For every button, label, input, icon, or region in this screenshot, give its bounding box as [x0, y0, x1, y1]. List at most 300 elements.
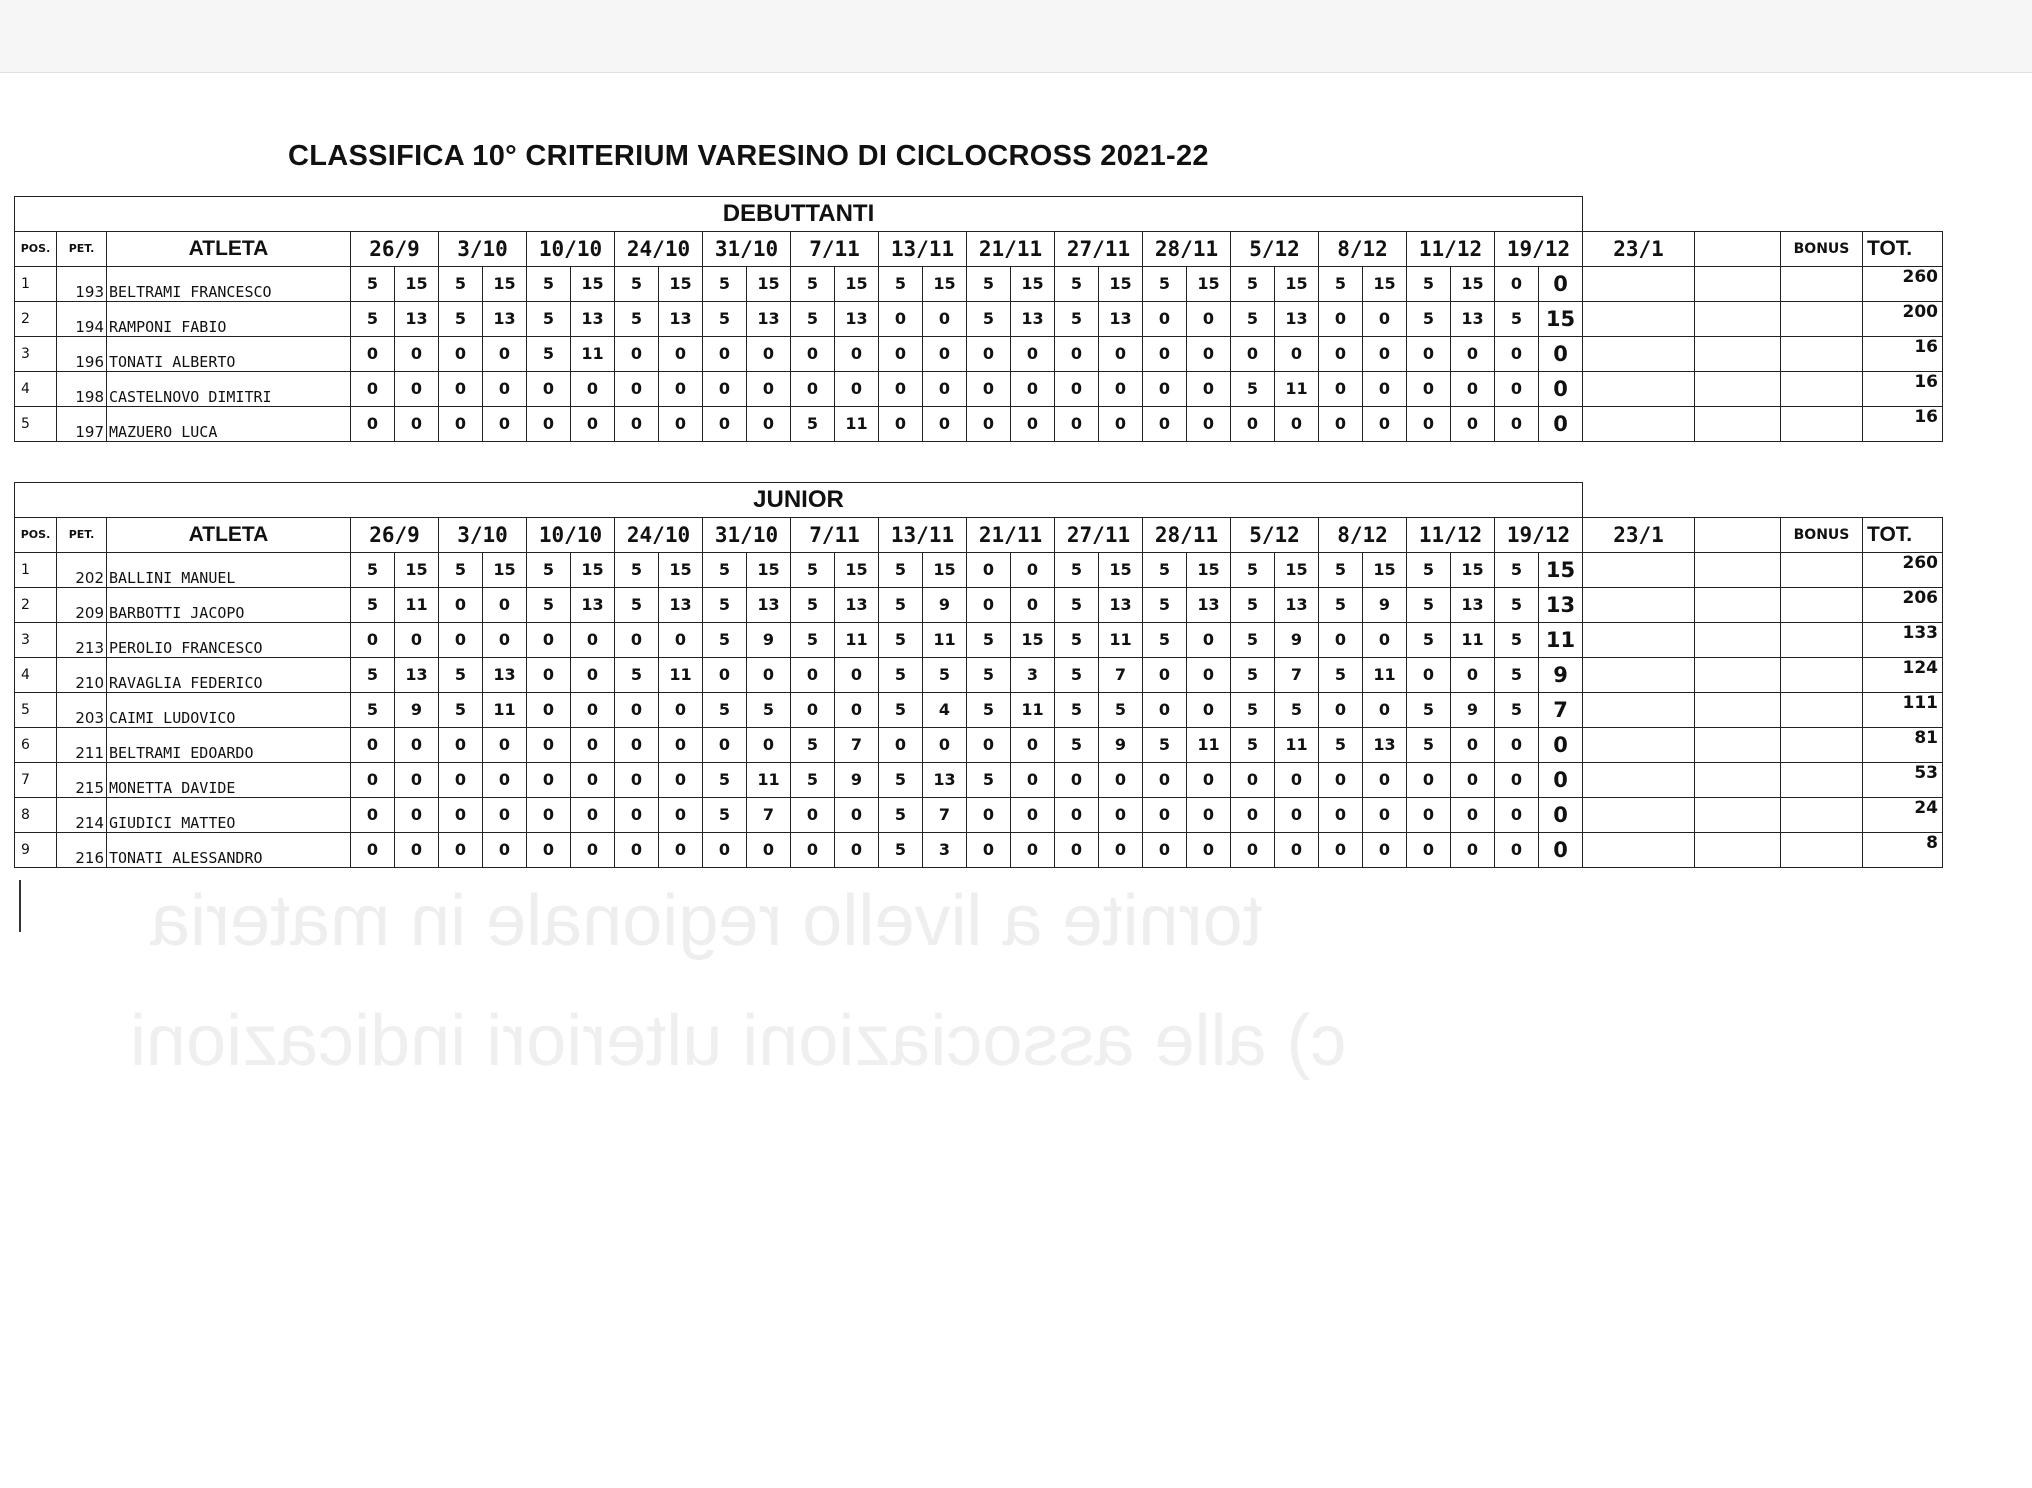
score-cell: 0 — [1187, 301, 1231, 336]
extra-date-cell — [1583, 727, 1695, 762]
score-cell: 15 — [1099, 552, 1143, 587]
score-cell: 0 — [571, 371, 615, 406]
row-atleta: BELTRAMI EDOARDO — [107, 727, 351, 762]
score-cell: 0 — [1143, 692, 1187, 727]
extra-date-cell — [1583, 406, 1695, 441]
row-atleta: TONATI ALESSANDRO — [107, 832, 351, 867]
score-cell: 0 — [1143, 797, 1187, 832]
blank-cell — [1695, 727, 1781, 762]
score-cell: 13 — [1451, 587, 1495, 622]
score-cell: 15 — [1099, 266, 1143, 301]
score-cell: 5 — [1407, 622, 1451, 657]
score-cell: 5 — [1407, 552, 1451, 587]
score-cell: 0 — [1363, 832, 1407, 867]
score-cell: 0 — [1407, 406, 1451, 441]
score-cell: 0 — [351, 406, 395, 441]
row-atleta: RAVAGLIA FEDERICO — [107, 657, 351, 692]
score-cell: 13 — [1011, 301, 1055, 336]
bonus-cell — [1781, 657, 1863, 692]
score-cell: 5 — [879, 832, 923, 867]
row-pos: 3 — [15, 336, 57, 371]
score-cell: 0 — [1319, 406, 1363, 441]
score-cell: 0 — [659, 797, 703, 832]
score-cell: 0 — [1407, 762, 1451, 797]
header-date: 11/12 — [1407, 231, 1495, 266]
score-cell: 0 — [1495, 406, 1539, 441]
score-cell: 0 — [395, 797, 439, 832]
row-pet: 210 — [57, 657, 107, 692]
bonus-cell — [1781, 762, 1863, 797]
score-cell: 0 — [967, 832, 1011, 867]
row-pos: 9 — [15, 832, 57, 867]
score-cell: 5 — [351, 692, 395, 727]
score-cell: 0 — [1231, 406, 1275, 441]
score-cell: 0 — [1055, 762, 1099, 797]
score-cell: 0 — [835, 371, 879, 406]
score-cell: 5 — [439, 301, 483, 336]
score-cell: 15 — [747, 552, 791, 587]
score-cell: 0 — [1319, 832, 1363, 867]
score-cell: 0 — [351, 371, 395, 406]
score-cell: 0 — [395, 622, 439, 657]
score-cell: 5 — [791, 552, 835, 587]
score-cell: 9 — [395, 692, 439, 727]
score-cell: 5 — [703, 692, 747, 727]
score-cell: 13 — [747, 587, 791, 622]
score-cell: 0 — [747, 832, 791, 867]
score-cell: 5 — [1231, 692, 1275, 727]
table-row — [15, 587, 1943, 622]
score-cell: 5 — [615, 552, 659, 587]
score-cell: 5 — [1231, 371, 1275, 406]
score-cell: 15 — [1011, 266, 1055, 301]
score-cell: 5 — [1319, 587, 1363, 622]
score-cell: 0 — [527, 657, 571, 692]
score-cell: 0 — [1187, 762, 1231, 797]
score-cell: 5 — [1319, 266, 1363, 301]
blank-cell — [1695, 552, 1781, 587]
score-cell: 5 — [879, 622, 923, 657]
score-cell: 11 — [395, 587, 439, 622]
row-atleta: TONATI ALBERTO — [107, 336, 351, 371]
score-cell: 0 — [571, 692, 615, 727]
score-cell: 0 — [835, 832, 879, 867]
score-cell: 0 — [1363, 336, 1407, 371]
row-tot: 53 — [1863, 762, 1943, 797]
score-cell: 0 — [439, 762, 483, 797]
score-cell: 5 — [879, 657, 923, 692]
score-cell: 5 — [527, 336, 571, 371]
bonus-cell — [1781, 552, 1863, 587]
score-cell: 0 — [615, 727, 659, 762]
score-cell: 0 — [703, 832, 747, 867]
blank-cell — [1695, 406, 1781, 441]
score-cell: 9 — [1539, 657, 1583, 692]
score-cell: 5 — [967, 657, 1011, 692]
score-cell: 11 — [923, 622, 967, 657]
score-cell: 0 — [659, 371, 703, 406]
score-cell: 15 — [1539, 301, 1583, 336]
score-cell: 15 — [483, 266, 527, 301]
score-cell: 0 — [1495, 266, 1539, 301]
score-cell: 5 — [1407, 301, 1451, 336]
score-cell: 5 — [1055, 266, 1099, 301]
header-date: 3/10 — [439, 231, 527, 266]
score-cell: 11 — [835, 406, 879, 441]
score-cell: 0 — [439, 832, 483, 867]
score-cell: 0 — [967, 587, 1011, 622]
score-cell: 13 — [659, 587, 703, 622]
score-cell: 5 — [879, 266, 923, 301]
score-cell: 0 — [395, 336, 439, 371]
row-tot: 111 — [1863, 692, 1943, 727]
score-cell: 0 — [967, 371, 1011, 406]
score-cell: 0 — [1055, 336, 1099, 371]
extra-date-cell — [1583, 797, 1695, 832]
row-pet: 211 — [57, 727, 107, 762]
score-cell: 5 — [439, 552, 483, 587]
score-cell: 5 — [791, 301, 835, 336]
blank-cell — [1695, 336, 1781, 371]
score-cell: 0 — [1011, 762, 1055, 797]
standings-table-debuttanti — [14, 196, 1943, 442]
header-date: 5/12 — [1231, 231, 1319, 266]
score-cell: 11 — [1539, 622, 1583, 657]
score-cell: 5 — [1055, 657, 1099, 692]
score-cell: 5 — [703, 587, 747, 622]
row-tot: 124 — [1863, 657, 1943, 692]
score-cell: 5 — [879, 552, 923, 587]
header-date: 24/10 — [615, 231, 703, 266]
score-cell: 0 — [747, 727, 791, 762]
score-cell: 0 — [1319, 797, 1363, 832]
score-cell: 0 — [1143, 406, 1187, 441]
header-date: 5/12 — [1231, 517, 1319, 552]
row-atleta: BELTRAMI FRANCESCO — [107, 266, 351, 301]
score-cell: 0 — [923, 301, 967, 336]
header-row — [15, 231, 1943, 266]
score-cell: 5 — [703, 266, 747, 301]
score-cell: 0 — [1451, 727, 1495, 762]
score-cell: 0 — [571, 727, 615, 762]
header-bonus: BONUS — [1781, 231, 1863, 266]
score-cell: 0 — [351, 797, 395, 832]
score-cell: 0 — [1231, 832, 1275, 867]
score-cell: 0 — [1099, 336, 1143, 371]
score-cell: 0 — [747, 371, 791, 406]
score-cell: 9 — [835, 762, 879, 797]
score-cell: 13 — [1275, 301, 1319, 336]
score-cell: 0 — [1319, 622, 1363, 657]
score-cell: 0 — [967, 797, 1011, 832]
score-cell: 0 — [439, 336, 483, 371]
score-cell: 13 — [1187, 587, 1231, 622]
score-cell: 0 — [923, 727, 967, 762]
score-cell: 13 — [923, 762, 967, 797]
score-cell: 9 — [923, 587, 967, 622]
score-cell: 5 — [1495, 552, 1539, 587]
row-pet: 213 — [57, 622, 107, 657]
score-cell: 0 — [1231, 797, 1275, 832]
extra-date-cell — [1583, 587, 1695, 622]
table-row — [15, 371, 1943, 406]
score-cell: 0 — [1055, 406, 1099, 441]
header-date: 11/12 — [1407, 517, 1495, 552]
blank-area — [1583, 483, 1943, 518]
score-cell: 13 — [571, 301, 615, 336]
row-tot: 200 — [1863, 301, 1943, 336]
table-row — [15, 622, 1943, 657]
score-cell: 0 — [395, 762, 439, 797]
bonus-cell — [1781, 797, 1863, 832]
score-cell: 0 — [1187, 622, 1231, 657]
score-cell: 5 — [1055, 692, 1099, 727]
page-title: CLASSIFICA 10° CRITERIUM VARESINO DI CICLOCROSS 2021-22 — [288, 140, 1209, 172]
score-cell: 0 — [483, 587, 527, 622]
score-cell: 7 — [1275, 657, 1319, 692]
bonus-cell — [1781, 371, 1863, 406]
extra-date-cell — [1583, 336, 1695, 371]
score-cell: 0 — [1451, 371, 1495, 406]
score-cell: 9 — [1363, 587, 1407, 622]
extra-date-cell — [1583, 266, 1695, 301]
score-cell: 0 — [1319, 762, 1363, 797]
score-cell: 0 — [1011, 832, 1055, 867]
score-cell: 15 — [1011, 622, 1055, 657]
score-cell: 0 — [527, 797, 571, 832]
score-cell: 0 — [1055, 832, 1099, 867]
score-cell: 0 — [483, 371, 527, 406]
score-cell: 5 — [791, 762, 835, 797]
score-cell: 0 — [1011, 552, 1055, 587]
score-cell: 5 — [967, 266, 1011, 301]
score-cell: 0 — [1187, 371, 1231, 406]
score-cell: 15 — [835, 552, 879, 587]
score-cell: 0 — [351, 727, 395, 762]
bleed-through-text: tornite a livello regionale in materia — [150, 881, 1263, 961]
score-cell: 0 — [1539, 797, 1583, 832]
score-cell: 0 — [1275, 336, 1319, 371]
score-cell: 0 — [703, 371, 747, 406]
header-bonus: BONUS — [1781, 517, 1863, 552]
row-pos: 6 — [15, 727, 57, 762]
header-date: 21/11 — [967, 231, 1055, 266]
score-cell: 5 — [1055, 727, 1099, 762]
score-cell: 0 — [1539, 336, 1583, 371]
score-cell: 15 — [659, 552, 703, 587]
score-cell: 0 — [1099, 762, 1143, 797]
score-cell: 0 — [483, 832, 527, 867]
score-cell: 5 — [703, 622, 747, 657]
score-cell: 0 — [967, 727, 1011, 762]
table-row — [15, 797, 1943, 832]
score-cell: 0 — [527, 622, 571, 657]
row-tot: 16 — [1863, 336, 1943, 371]
score-cell: 0 — [1319, 371, 1363, 406]
score-cell: 0 — [1055, 371, 1099, 406]
score-cell: 0 — [1143, 371, 1187, 406]
blank-cell — [1695, 657, 1781, 692]
score-cell: 0 — [527, 727, 571, 762]
header-date: 31/10 — [703, 231, 791, 266]
score-cell: 0 — [1539, 727, 1583, 762]
score-cell: 5 — [703, 797, 747, 832]
score-cell: 15 — [571, 266, 615, 301]
score-cell: 5 — [967, 301, 1011, 336]
score-cell: 13 — [1099, 301, 1143, 336]
score-cell: 15 — [483, 552, 527, 587]
score-cell: 0 — [483, 762, 527, 797]
header-date: 28/11 — [1143, 231, 1231, 266]
score-cell: 11 — [571, 336, 615, 371]
score-cell: 5 — [1319, 552, 1363, 587]
score-cell: 5 — [703, 301, 747, 336]
row-atleta: MAZUERO LUCA — [107, 406, 351, 441]
bonus-cell — [1781, 266, 1863, 301]
score-cell: 15 — [835, 266, 879, 301]
score-cell: 0 — [879, 301, 923, 336]
score-cell: 0 — [923, 371, 967, 406]
score-cell: 0 — [703, 727, 747, 762]
row-pet: 203 — [57, 692, 107, 727]
blank-cell — [1695, 832, 1781, 867]
category-row — [15, 483, 1943, 518]
row-pet: 194 — [57, 301, 107, 336]
score-cell: 5 — [1055, 587, 1099, 622]
score-cell: 5 — [791, 727, 835, 762]
score-cell: 0 — [615, 336, 659, 371]
score-cell: 0 — [615, 762, 659, 797]
extra-date-cell — [1583, 371, 1695, 406]
score-cell: 0 — [1099, 371, 1143, 406]
score-cell: 13 — [1363, 727, 1407, 762]
header-blank — [1695, 517, 1781, 552]
score-cell: 0 — [1275, 406, 1319, 441]
score-cell: 0 — [395, 406, 439, 441]
score-cell: 0 — [1187, 336, 1231, 371]
row-pos: 5 — [15, 692, 57, 727]
score-cell: 5 — [967, 762, 1011, 797]
blank-cell — [1695, 762, 1781, 797]
score-cell: 15 — [1187, 266, 1231, 301]
score-cell: 0 — [835, 692, 879, 727]
category-title: JUNIOR — [15, 483, 1583, 518]
score-cell: 11 — [483, 692, 527, 727]
row-atleta: GIUDICI MATTEO — [107, 797, 351, 832]
score-cell: 5 — [703, 552, 747, 587]
score-cell: 13 — [395, 301, 439, 336]
score-cell: 13 — [835, 587, 879, 622]
row-pet: 202 — [57, 552, 107, 587]
score-cell: 5 — [1407, 587, 1451, 622]
standings-table-junior — [14, 482, 1943, 868]
score-cell: 0 — [1275, 762, 1319, 797]
score-cell: 5 — [439, 692, 483, 727]
score-cell: 11 — [1187, 727, 1231, 762]
score-cell: 0 — [351, 762, 395, 797]
left-border-stub — [19, 880, 21, 932]
header-tot: TOT. — [1863, 517, 1943, 552]
score-cell: 0 — [1011, 336, 1055, 371]
score-cell: 13 — [1451, 301, 1495, 336]
score-cell: 0 — [1319, 336, 1363, 371]
score-cell: 5 — [791, 587, 835, 622]
score-cell: 7 — [1099, 657, 1143, 692]
score-cell: 5 — [791, 622, 835, 657]
row-pos: 3 — [15, 622, 57, 657]
score-cell: 5 — [1143, 727, 1187, 762]
header-date: 10/10 — [527, 231, 615, 266]
bonus-cell — [1781, 587, 1863, 622]
score-cell: 0 — [571, 406, 615, 441]
score-cell: 5 — [791, 266, 835, 301]
score-cell: 0 — [791, 692, 835, 727]
table-row — [15, 657, 1943, 692]
extra-date-cell — [1583, 301, 1695, 336]
score-cell: 0 — [483, 797, 527, 832]
score-cell: 0 — [1187, 406, 1231, 441]
score-cell: 0 — [967, 336, 1011, 371]
score-cell: 5 — [1407, 727, 1451, 762]
score-cell: 0 — [439, 406, 483, 441]
score-cell: 5 — [527, 587, 571, 622]
score-cell: 0 — [835, 657, 879, 692]
score-cell: 13 — [1275, 587, 1319, 622]
score-cell: 9 — [1099, 727, 1143, 762]
score-cell: 0 — [1407, 832, 1451, 867]
score-cell: 5 — [879, 587, 923, 622]
row-pet: 197 — [57, 406, 107, 441]
score-cell: 0 — [351, 622, 395, 657]
score-cell: 5 — [527, 266, 571, 301]
score-cell: 0 — [1011, 406, 1055, 441]
score-cell: 0 — [1143, 301, 1187, 336]
score-cell: 0 — [1363, 797, 1407, 832]
table-row — [15, 266, 1943, 301]
score-cell: 5 — [1275, 692, 1319, 727]
score-cell: 0 — [1319, 301, 1363, 336]
score-cell: 0 — [1275, 832, 1319, 867]
score-cell: 5 — [615, 657, 659, 692]
row-pet: 198 — [57, 371, 107, 406]
score-cell: 0 — [527, 762, 571, 797]
score-cell: 0 — [1011, 371, 1055, 406]
score-cell: 5 — [1055, 301, 1099, 336]
row-tot: 16 — [1863, 406, 1943, 441]
header-atleta: ATLETA — [107, 231, 351, 266]
score-cell: 5 — [1495, 301, 1539, 336]
score-cell: 0 — [1143, 657, 1187, 692]
score-cell: 0 — [1539, 762, 1583, 797]
row-tot: 260 — [1863, 266, 1943, 301]
header-date-extra: 23/1 — [1583, 231, 1695, 266]
score-cell: 0 — [703, 336, 747, 371]
score-cell: 7 — [835, 727, 879, 762]
score-cell: 0 — [923, 336, 967, 371]
score-cell: 0 — [1187, 832, 1231, 867]
score-cell: 0 — [351, 832, 395, 867]
bonus-cell — [1781, 301, 1863, 336]
score-cell: 0 — [527, 832, 571, 867]
score-cell: 9 — [1451, 692, 1495, 727]
score-cell: 9 — [747, 622, 791, 657]
score-cell: 0 — [1099, 406, 1143, 441]
score-cell: 0 — [791, 371, 835, 406]
score-cell: 0 — [1451, 797, 1495, 832]
score-cell: 0 — [1363, 622, 1407, 657]
score-cell: 0 — [967, 406, 1011, 441]
table-row — [15, 762, 1943, 797]
